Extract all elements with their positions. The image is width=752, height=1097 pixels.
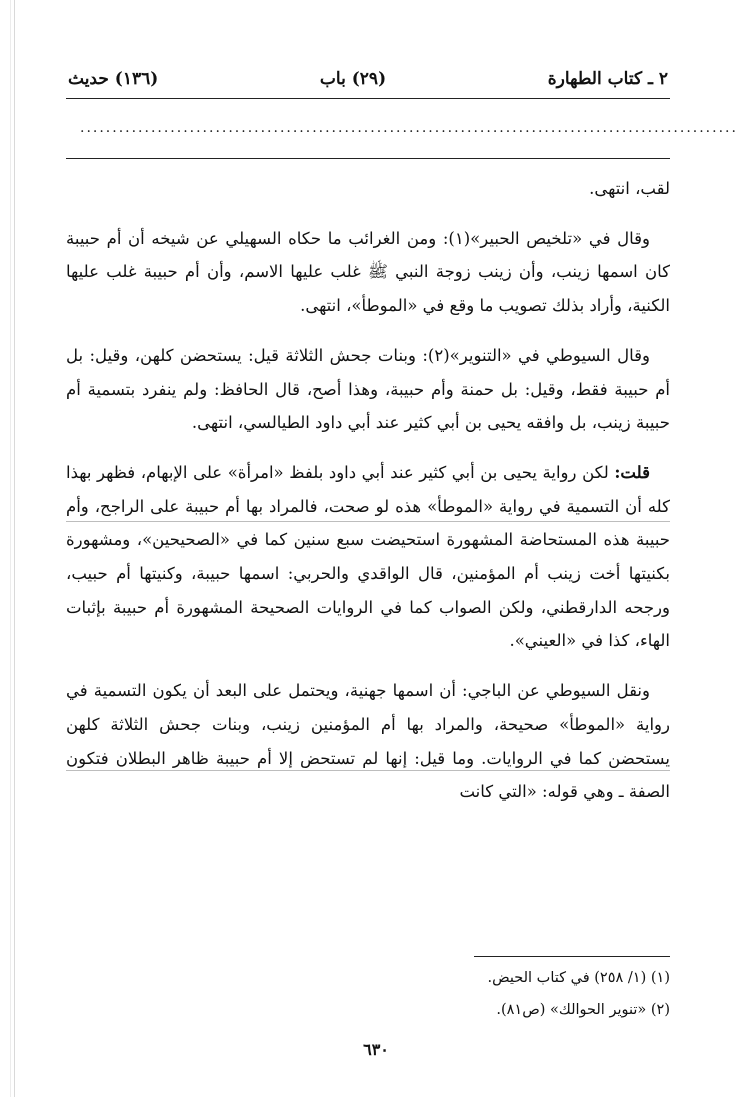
dotted-separator: ......................................................................................................	[80, 120, 738, 136]
paragraph-separator	[66, 770, 670, 771]
header-hadith-number: (١٣٦) حديث	[68, 69, 159, 89]
main-text	[66, 172, 670, 809]
paragraph-0: لقب، انتهى.	[589, 179, 670, 198]
header-book-title: ٢ ـ كتاب الطهارة	[547, 69, 668, 89]
footnote-2: (٢) «تنوير الحوالك» (ص٨١).	[496, 1002, 670, 1018]
paragraph-3	[66, 456, 670, 658]
qultu-lead: قلت:	[614, 462, 650, 482]
page-edge-line	[14, 0, 15, 1097]
page-edge-line	[10, 0, 11, 1097]
footnotes	[300, 962, 670, 1026]
header-chapter: (٢٩) باب	[319, 69, 387, 89]
paragraph-4: ونقل السيوطي عن الباجي: أن اسمها جهنية، ويحتمل على البعد أن يكون التسمية في رواية «الموطأ» صحيحة، والمراد بها أم المؤمنين زينب، وبنات جحش الثلاثة كلهن يستحضن كما في الروايات. وما قيل: إنها لم تستحض إلا أم حبيبة ظاهر البطلان فتكون الصفة ـ وهي قوله: «التي كانت	[66, 681, 670, 802]
running-header	[68, 66, 668, 92]
paragraph-separator	[66, 521, 670, 522]
page-number: ٦٣٠	[363, 1040, 389, 1059]
section-rule	[66, 158, 670, 159]
footnote-rule	[474, 956, 670, 957]
header-rule	[66, 98, 670, 99]
paragraph-2: وقال السيوطي في «التنوير»(٢): وبنات جحش الثلاثة قيل: يستحضن كلهن، وقيل: بل أم حبيبة فقط، وقيل: بل حمنة وأم حبيبة، وهذا أصح، قال الحافظ: ولم ينفرد بتسمية أم حبيبة زينب، بل وافقه يحيى بن أبي كثير عند أبي داود الطيالسي، انتهى.	[66, 345, 670, 433]
footnote-1: (١) (١/ ٢٥٨) في كتاب الحيض.	[487, 970, 670, 986]
paragraph-1: وقال في «تلخيص الحبير»(١): ومن الغرائب ما حكاه السهيلي عن شيخه أن أم حبيبة كان اسمها زينب، وأن زينب زوجة النبي ﷺ غلب عليها الاسم، وأن أم حبيبة غلب عليها الكنية، وأراد بذلك تصويب ما وقع في «الموطأ»، انتهى.	[66, 228, 670, 316]
paragraph-3-text: لكن رواية يحيى بن أبي كثير عند أبي داود بلفظ «امرأة» على الإبهام، فظهر بهذا كله أن التسمية في رواية «الموطأ» هذه لو صحت، فالمراد بها أم حبيبة على الراجح، وأم حبيبة هذه المستحاضة المشهورة استحيضت سبع سنين كما في «الصحيحين»، ومشهورة بكنيتها أخت زينب أم المؤمنين، قال الواقدي والحربي: اسمها حبيبة، وكنيتها أم حبيب، ورجحه الدارقطني، ولكن الصواب كما في الروايات الصحيحة المشهورة أم حبيبة بإثبات الهاء، كذا في «العيني».	[66, 462, 670, 651]
